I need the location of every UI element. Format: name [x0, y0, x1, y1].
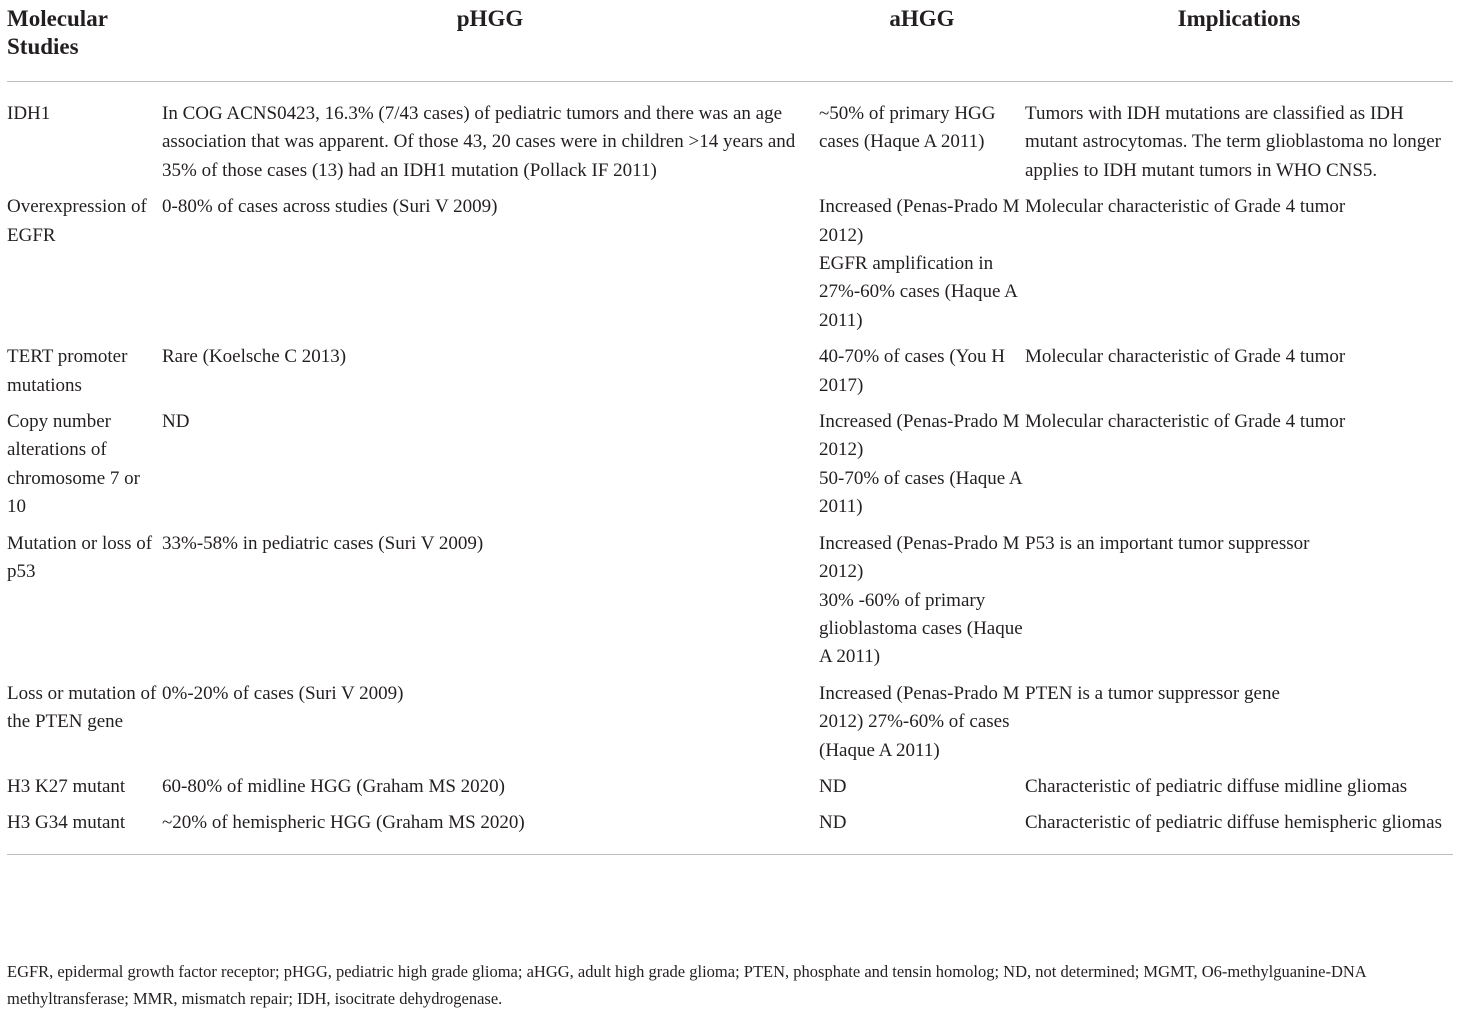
phgg-cell: ND	[162, 411, 190, 433]
ahgg-cell	[819, 809, 1025, 854]
phgg-cell: 0%-20% of cases (Suri V 2009)	[162, 682, 404, 704]
table-row	[7, 530, 1453, 680]
implications-cell: PTEN is a tumor suppressor gene	[1025, 682, 1280, 704]
ahgg-line: ND	[819, 812, 847, 834]
phgg-cell: ~20% of hemispheric HGG (Graham MS 2020)	[161, 809, 819, 854]
header-row	[7, 0, 1453, 82]
ahgg-cell	[819, 680, 1025, 773]
study-cell: Copy number alterations of chromosome 7 or 10	[7, 411, 140, 518]
table-row	[7, 680, 1453, 773]
study-cell: Loss or mutation of the PTEN gene	[7, 682, 157, 733]
header-implications: Implications	[1025, 0, 1453, 82]
ahgg-line: ~50% of primary HGG cases (Haque A 2011)	[819, 103, 996, 153]
header-phgg: pHGG	[161, 0, 819, 82]
table-row	[7, 809, 1453, 854]
table-body	[7, 82, 1453, 855]
ahgg-line: 40-70% of cases (You H 2017)	[819, 346, 1005, 396]
table-row	[7, 343, 1453, 408]
phgg-cell: In COG ACNS0423, 16.3% (7/43 cases) of pediatric tumors and there was an age association that was apparent. Of those 43, 20 cases were in children >14 years and 35% of those cases (13) had an IDH1 mutation (Pollack IF 2011)	[162, 103, 796, 181]
header-molecular-studies: Molecular Studies	[7, 0, 161, 82]
ahgg-cell	[819, 530, 1025, 680]
implications-cell: Characteristic of pediatric diffuse midline gliomas	[1025, 775, 1408, 797]
implications-cell: Molecular characteristic of Grade 4 tumor	[1025, 196, 1346, 218]
study-cell: H3 G34 mutant	[7, 809, 161, 854]
phgg-cell: 33%-58% in pediatric cases (Suri V 2009)	[162, 532, 484, 554]
study-cell: IDH1	[7, 103, 51, 124]
ahgg-line: Increased (Penas-Prado M 2012)	[819, 411, 1020, 461]
ahgg-line: EGFR amplification in 27%-60% cases (Haque A 2011)	[819, 253, 1017, 331]
molecular-studies-table	[7, 0, 1453, 855]
table-row	[7, 773, 1453, 809]
study-cell: TERT promoter mutations	[7, 346, 128, 396]
molecular-studies-table-container	[7, 0, 1453, 855]
study-cell: Overexpression of EGFR	[7, 196, 147, 246]
ahgg-line: 50-70% of cases (Haque A 2011)	[819, 467, 1022, 518]
implications-cell: Tumors with IDH mutations are classified as IDH mutant astrocytomas. The term glioblastoma no longer applies to IDH mutant tumors in WHO CNS5.	[1025, 103, 1441, 181]
phgg-cell: Rare (Koelsche C 2013)	[162, 346, 347, 368]
table-row	[7, 82, 1453, 194]
ahgg-cell	[819, 408, 1025, 530]
header-ahgg: aHGG	[819, 0, 1025, 82]
ahgg-line: 30% -60% of primary glioblastoma cases (Haque A 2011)	[819, 589, 1023, 668]
table-row	[7, 408, 1453, 530]
ahgg-cell	[819, 82, 1025, 194]
phgg-cell: 0-80% of cases across studies (Suri V 2009)	[162, 196, 498, 218]
ahgg-line: ND	[819, 775, 847, 797]
implications-cell: Characteristic of pediatric diffuse hemispheric gliomas	[1025, 809, 1453, 854]
ahgg-cell	[819, 773, 1025, 809]
implications-cell: P53 is an important tumor suppressor	[1025, 532, 1310, 554]
ahgg-cell	[819, 343, 1025, 408]
phgg-cell: 60-80% of midline HGG (Graham MS 2020)	[162, 775, 506, 797]
implications-cell: Molecular characteristic of Grade 4 tumor	[1025, 411, 1346, 433]
table-header	[7, 0, 1453, 82]
table-row	[7, 193, 1453, 343]
ahgg-line: Increased (Penas-Prado M 2012)	[819, 532, 1020, 583]
ahgg-cell	[819, 193, 1025, 343]
study-cell: H3 K27 mutant	[7, 775, 126, 797]
ahgg-line: Increased (Penas-Prado M 2012) 27%-60% of cases (Haque A 2011)	[819, 682, 1020, 761]
ahgg-line: Increased (Penas-Prado M 2012)	[819, 196, 1020, 246]
study-cell: Mutation or loss of p53	[7, 532, 153, 583]
table-footnote: EGFR, epidermal growth factor receptor; pHGG, pediatric high grade glioma; aHGG, adult high grade glioma; PTEN, phosphate and tensin homolog; ND, not determined; MGMT, O6-methylguanine-DNA methyltransferase; MMR, mismatch repair; IDH, isocitrate dehydrogenase.	[7, 962, 1366, 1008]
implications-cell: Molecular characteristic of Grade 4 tumor	[1025, 346, 1346, 368]
